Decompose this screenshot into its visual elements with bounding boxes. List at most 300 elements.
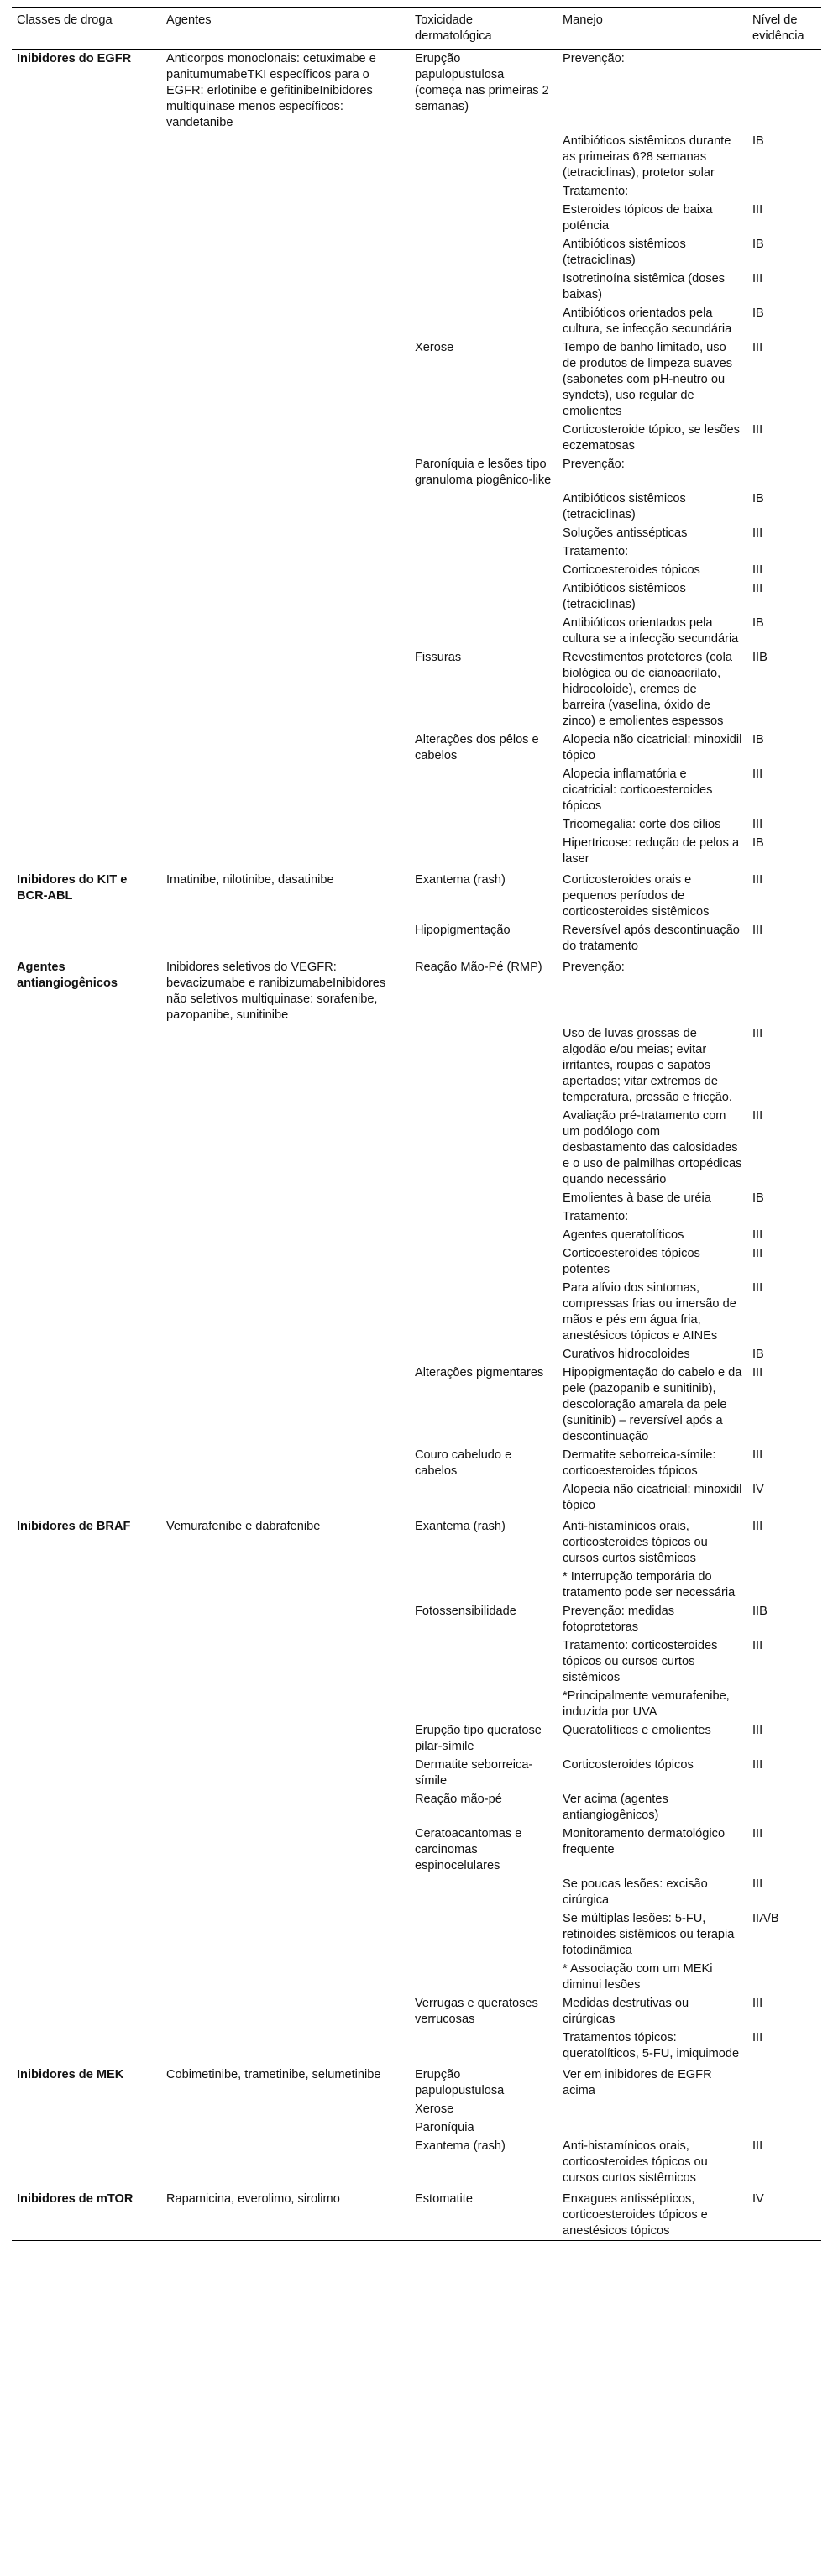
agents-cell: Cobimetinibe, trametinibe, selumetinibe [166,2068,381,2081]
drug-class-cell: Inibidores de BRAF [17,1520,131,1533]
header-toxicity: Toxicidade dermatológica [410,8,558,50]
management-cell: Prevenção: medidas fotoprotetoras [563,1605,675,1634]
management-cell: Ver em inibidores de EGFR acima [563,2068,712,2097]
toxicity-cell [410,1024,558,1107]
evidence-cell: III [752,563,763,577]
drug-class-cell [12,1480,161,1515]
table-row [12,1721,821,1756]
drug-class-cell [12,2100,161,2118]
agents-cell [161,542,410,561]
management-cell: Antibióticos sistêmicos (tetraciclinas) [563,492,686,521]
drug-class-cell [12,1107,161,1189]
management-cell: Se poucas lesões: excisão cirúrgica [563,1877,708,1907]
table-row [12,1790,821,1825]
drug-class-cell [12,490,161,524]
agents-cell [161,579,410,614]
toxicity-cell: Hipopigmentação [415,924,511,937]
management-cell: Emolientes à base de uréia [563,1191,711,1205]
management-cell: Dermatite seborreica-símile: corticoesteroides tópicos [563,1448,716,1478]
evidence-cell [747,1687,821,1721]
table-row [12,614,821,648]
toxicity-cell [410,1909,558,1960]
agents-cell [161,2137,410,2187]
agents-cell [161,490,410,524]
table-row [12,956,821,1024]
table-row [12,1480,821,1515]
agents-cell [161,270,410,304]
table-row [12,50,821,133]
management-cell: Tempo de banho limitado, uso de produtos de limpeza suaves (sabonetes com pH-neutro ou syndets), uso regular de emolientes [563,341,733,418]
agents-cell [161,2029,410,2063]
evidence-cell: IB [752,134,764,148]
header-agents: Agentes [161,8,410,50]
table-row [12,1636,821,1687]
management-cell: Soluções antissépticas [563,526,688,540]
management-cell: Alopecia não cicatricial: minoxidil tópico [563,1483,742,1512]
table-row [12,1226,821,1244]
management-cell: Tratamentos tópicos: queratolíticos, 5-FU, imiquimode [563,2031,740,2060]
evidence-cell: IB [752,1348,764,1361]
toxicity-cell: Ceratoacantomas e carcinomas espinocelulares [415,1827,522,1872]
drug-class-cell [12,270,161,304]
management-cell: Corticoesteroides tópicos [563,563,700,577]
table-row [12,524,821,542]
toxicity-cell [410,1568,558,1602]
table-row [12,2063,821,2100]
agents-cell [161,338,410,421]
management-cell: Antibióticos sistêmicos durante as primeiras 6?8 semanas (tetraciclinas), protetor solar [563,134,731,180]
evidence-cell: III [752,767,763,781]
management-cell: Medidas destrutivas ou cirúrgicas [563,1997,689,2026]
evidence-cell: III [752,203,763,217]
toxicity-cell: Erupção papulopustulosa (começa nas primeiras 2 semanas) [415,52,549,113]
toxicity-cell [410,1207,558,1226]
management-cell: Antibióticos sistêmicos (tetraciclinas) [563,238,686,267]
evidence-cell: IB [752,492,764,505]
drug-class-cell [12,524,161,542]
toxicity-cell: Alterações dos pêlos e cabelos [415,733,539,762]
management-cell: Anti-histamínicos orais, corticosteroides tópicos ou cursos curtos sistêmicos [563,2139,708,2185]
agents-cell [161,1756,410,1790]
table-row [12,921,821,956]
table-row [12,1875,821,1909]
drug-class-cell [12,235,161,270]
drug-class-cell [12,1994,161,2029]
drug-class-cell [12,648,161,730]
table-row [12,815,821,834]
toxicity-cell [410,834,558,868]
management-cell: Ver acima (agentes antiangiogênicos) [563,1793,668,1822]
toxicity-cell: Fotossensibilidade [415,1605,516,1618]
evidence-cell: III [752,1639,763,1652]
agents-cell [161,1226,410,1244]
evidence-cell: III [752,1228,763,1242]
table-row [12,1568,821,1602]
evidence-cell: III [752,1827,763,1840]
toxicity-cell: Paroníquia e lesões tipo granuloma piogênico-like [415,458,552,487]
agents-cell [161,1189,410,1207]
drug-class-cell [12,455,161,490]
drug-class-cell [12,1825,161,1875]
management-cell: * Associação com um MEKi diminui lesões [563,1962,713,1992]
drug-class-cell [12,1226,161,1244]
drug-class-cell [12,2137,161,2187]
toxicity-cell [410,1875,558,1909]
toxicity-cell [410,765,558,815]
agents-cell [161,1960,410,1994]
management-cell: Hipertricose: redução de pelos a laser [563,836,740,866]
agents-cell: Anticorpos monoclonais: cetuximabe e panitumumabeTKI específicos para o EGFR: erlotinibe e gefitinibeInibidores multiquinase menos específicos: vandetanibe [166,52,376,129]
drug-class-cell [12,921,161,956]
drug-class-cell: Inibidores do KIT e BCR-ABL [17,873,128,903]
agents-cell [161,455,410,490]
management-cell: Curativos hidrocoloides [563,1348,690,1361]
management-cell: Monitoramento dermatológico frequente [563,1827,726,1856]
management-cell: Antibióticos orientados pela cultura, se infecção secundária [563,306,732,336]
agents-cell [161,201,410,235]
drug-class-cell [12,304,161,338]
management-cell: Tricomegalia: corte dos cílios [563,818,721,831]
agents-cell [161,235,410,270]
management-cell: Se múltiplas lesões: 5-FU, retinoides sistêmicos ou terapia fotodinâmica [563,1912,735,1957]
table-row [12,338,821,421]
evidence-cell: III [752,1366,763,1380]
drug-class-cell: Inibidores de MEK [17,2068,124,2081]
evidence-cell: III [752,341,763,354]
drug-class-cell [12,1687,161,1721]
toxicity-cell [410,579,558,614]
toxicity-cell [410,524,558,542]
agents-cell [161,1994,410,2029]
management-cell: Corticosteroides tópicos [563,1758,694,1772]
toxicity-cell [410,1480,558,1515]
agents-cell [161,2118,410,2137]
toxicity-cell: Erupção tipo queratose pilar-símile [415,1724,542,1753]
agents-cell [161,730,410,765]
toxicity-cell [410,1226,558,1244]
agents-cell [161,1446,410,1480]
drug-class-cell [12,1279,161,1345]
agents-cell [161,815,410,834]
drug-class-cell [12,1024,161,1107]
toxicity-cell [410,1636,558,1687]
evidence-cell: III [752,582,763,595]
drug-class-cell [12,338,161,421]
evidence-cell: III [752,1448,763,1462]
evidence-cell: IB [752,306,764,320]
evidence-cell [747,2063,821,2100]
toxicity-cell [410,1345,558,1364]
agents-cell [161,765,410,815]
toxicity-cell: Paroníquia [415,2121,474,2134]
table-body [12,50,821,2241]
drug-class-cell [12,1602,161,1636]
agents-cell: Rapamicina, everolimo, sirolimo [161,2187,410,2241]
table-row [12,1364,821,1446]
table-row [12,648,821,730]
management-cell [558,2100,747,2118]
evidence-cell: III [752,2139,763,2153]
toxicity-cell: Verrugas e queratoses verrucosas [415,1997,538,2026]
drug-class-cell: Inibidores do EGFR [17,52,132,65]
management-cell: Antibióticos sistêmicos (tetraciclinas) [563,582,686,611]
agents-cell [161,1825,410,1875]
agents-cell [161,132,410,182]
agents-cell [161,2100,410,2118]
agents-cell [161,1207,410,1226]
drug-class-cell [12,1364,161,1446]
table-row [12,421,821,455]
table-row [12,1687,821,1721]
toxicity-cell [410,542,558,561]
toxicity-cell [410,1960,558,1994]
toxicity-cell [410,1107,558,1189]
toxicity-cell [410,561,558,579]
agents-cell [161,648,410,730]
drug-class-cell [12,201,161,235]
evidence-cell: III [752,1520,763,1533]
table-row [12,730,821,765]
drug-class-cell [12,1345,161,1364]
header-drug-class: Classes de droga [12,8,161,50]
drug-class-cell [12,1244,161,1279]
table-row [12,1244,821,1279]
evidence-cell: III [752,1997,763,2010]
drug-class-cell [12,815,161,834]
evidence-cell: IB [752,836,764,850]
drug-class-cell [12,1790,161,1825]
header-management: Manejo [558,8,747,50]
table-row [12,132,821,182]
table-row [12,235,821,270]
management-cell: Avaliação pré-tratamento com um podólogo com desbastamento das calosidades e o uso de palmilhas ortopédicas quando necessário [563,1109,742,1186]
management-cell: Uso de luvas grossas de algodão e/ou meias; evitar irritantes, roupas e sapatos apertados; vitar extremos de temperatura, pressão e fricção. [563,1027,732,1104]
management-cell: Alopecia não cicatricial: minoxidil tópico [563,733,742,762]
toxicity-cell [410,614,558,648]
table-row [12,2118,821,2137]
agents-cell [161,1107,410,1189]
agents-cell [161,304,410,338]
evidence-cell: IV [747,2187,821,2241]
toxicity-cell [410,182,558,201]
evidence-cell: III [752,1877,763,1891]
drug-class-cell [12,1189,161,1207]
evidence-cell: III [752,272,763,285]
table-row [12,201,821,235]
evidence-cell [747,1790,821,1825]
drug-class-cell [12,1568,161,1602]
management-cell: Corticosteroide tópico, se lesões eczematosas [563,423,740,453]
evidence-cell: III [752,1281,763,1295]
management-cell: Revestimentos protetores (cola biológica ou de cianoacrilato, hidrocoloide), cremes de barreira (vaselina, óxido de zinco) e emolientes espessos [563,651,732,728]
toxicity-cell [410,1244,558,1279]
drug-class-cell [12,421,161,455]
evidence-cell: III [752,1109,763,1123]
agents-cell [161,1279,410,1345]
table-row [12,834,821,868]
toxicity-cell: Alterações pigmentares [415,1366,544,1380]
toxicity-cell: Exantema (rash) [415,2139,506,2153]
management-cell: Anti-histamínicos orais, corticosteroides tópicos ou cursos curtos sistêmicos [563,1520,708,1565]
drug-class-cell [12,182,161,201]
management-cell: Agentes queratolíticos [563,1228,684,1242]
toxicity-cell: Estomatite [410,2187,558,2241]
evidence-cell: IIB [752,1605,768,1618]
management-cell: Esteroides tópicos de baixa potência [563,203,713,233]
management-cell: Corticosteroides orais e pequenos períodos de corticosteroides sistêmicos [563,873,710,919]
evidence-cell [747,1960,821,1994]
evidence-cell [747,2118,821,2137]
toxicity-cell [410,201,558,235]
evidence-cell: III [752,423,763,437]
evidence-cell: IB [752,616,764,630]
toxicity-cell: Reação Mão-Pé (RMP) [415,961,542,974]
table-row [12,2187,821,2241]
evidence-cell: III [752,1247,763,1260]
table-row [12,1189,821,1207]
agents-cell [161,614,410,648]
toxicity-cell: Reação mão-pé [415,1793,502,1806]
table-row [12,304,821,338]
agents-cell [161,1687,410,1721]
drug-class-cell [12,1960,161,1994]
management-cell: Corticoesteroides tópicos potentes [563,1247,700,1276]
management-cell: Para alívio dos sintomas, compressas frias ou imersão de mãos e pés em água fria, anestésicos tópicos e AINEs [563,1281,736,1343]
management-cell: Prevenção: [563,961,625,974]
table-row [12,2100,821,2118]
table-row [12,2137,821,2187]
management-cell: Alopecia inflamatória e cicatricial: corticoesteroides tópicos [563,767,713,813]
table-row [12,1345,821,1364]
drug-class-cell [12,614,161,648]
management-cell: Tratamento: [563,545,629,558]
drug-class-cell [12,1756,161,1790]
management-cell: Antibióticos orientados pela cultura se a infecção secundária [563,616,739,646]
table-row [12,765,821,815]
toxicity-cell: Exantema (rash) [415,873,506,887]
table-row [12,1994,821,2029]
evidence-cell [747,956,821,1024]
table-row [12,1446,821,1480]
drug-class-cell [12,765,161,815]
toxicity-cell [410,132,558,182]
toxicity-cell [410,1189,558,1207]
evidence-cell: III [752,2031,763,2045]
drug-class-cell [12,579,161,614]
evidence-cell: IIA/B [752,1912,779,1925]
evidence-cell [747,2100,821,2118]
header-row [12,8,821,50]
agents-cell [161,1364,410,1446]
drug-class-cell [12,542,161,561]
management-cell [558,2118,747,2137]
agents-cell [161,834,410,868]
toxicity-cell [410,304,558,338]
drug-class-cell [12,1446,161,1480]
management-cell: Reversível após descontinuação do tratamento [563,924,740,953]
table-row [12,1602,821,1636]
management-cell: *Principalmente vemurafenibe, induzida por UVA [563,1689,730,1719]
drug-toxicity-table [12,7,821,2241]
agents-cell [161,1636,410,1687]
table-row [12,490,821,524]
management-cell: Tratamento: [563,1210,629,1223]
agents-cell [161,421,410,455]
drug-class-cell [12,2118,161,2137]
toxicity-cell [410,270,558,304]
table-row [12,561,821,579]
table-row [12,1279,821,1345]
table-row [12,1024,821,1107]
agents-cell [161,1024,410,1107]
agents-cell: Vemurafenibe e dabrafenibe [166,1520,321,1533]
agents-cell [161,1721,410,1756]
agents-cell: Inibidores seletivos do VEGFR: bevacizumabe e ranibizumabeInibidores não seletivos multiquinase: sorafenibe, pazopanibe, sunitinibe [166,961,386,1022]
agents-cell [161,524,410,542]
table-row [12,1107,821,1189]
table-row [12,542,821,561]
table-row [12,579,821,614]
agents-cell [161,561,410,579]
table-row [12,868,821,921]
evidence-cell: III [752,1027,763,1040]
management-cell: Prevenção: [563,52,625,65]
drug-class-cell [12,561,161,579]
drug-class-cell [12,730,161,765]
evidence-cell: IV [752,1483,764,1496]
evidence-cell [747,1207,821,1226]
management-cell: Tratamento: [563,185,629,198]
evidence-cell [747,455,821,490]
agents-cell [161,1875,410,1909]
management-cell: Tratamento: corticosteroides tópicos ou cursos curtos sistêmicos [563,1639,718,1684]
drug-class-cell [12,1721,161,1756]
evidence-cell [747,50,821,133]
toxicity-cell [410,1687,558,1721]
management-cell: * Interrupção temporária do tratamento pode ser necessária [563,1570,736,1600]
agents-cell [161,921,410,956]
drug-class-cell [12,1636,161,1687]
toxicity-cell [410,2029,558,2063]
drug-class-cell [12,834,161,868]
header-evidence: Nível de evidência [747,8,821,50]
drug-class-cell [12,2029,161,2063]
management-cell: Isotretinoína sistêmica (doses baixas) [563,272,726,301]
toxicity-cell [410,421,558,455]
table-row [12,2029,821,2063]
management-cell: Hipopigmentação do cabelo e da pele (pazopanib e sunitinib), descoloração amarela da pele (sunitinib) – reversível após a descontinuação [563,1366,742,1443]
evidence-cell: III [752,924,763,937]
table-row [12,1515,821,1568]
evidence-cell: III [752,873,763,887]
agents-cell: Imatinibe, nilotinibe, dasatinibe [166,873,334,887]
toxicity-cell [410,815,558,834]
table-row [12,1960,821,1994]
agents-cell [161,182,410,201]
evidence-cell: IB [752,1191,764,1205]
evidence-cell [747,182,821,201]
evidence-cell [747,1568,821,1602]
toxicity-cell: Dermatite seborreica-símile [415,1758,533,1788]
evidence-cell [747,542,821,561]
table-row [12,455,821,490]
management-cell: Enxagues antissépticos, corticoesteroides tópicos e anestésicos tópicos [558,2187,747,2241]
evidence-cell: III [752,526,763,540]
evidence-cell: IB [752,238,764,251]
toxicity-cell: Xerose [415,341,454,354]
agents-cell [161,1909,410,1960]
evidence-cell: III [752,1758,763,1772]
